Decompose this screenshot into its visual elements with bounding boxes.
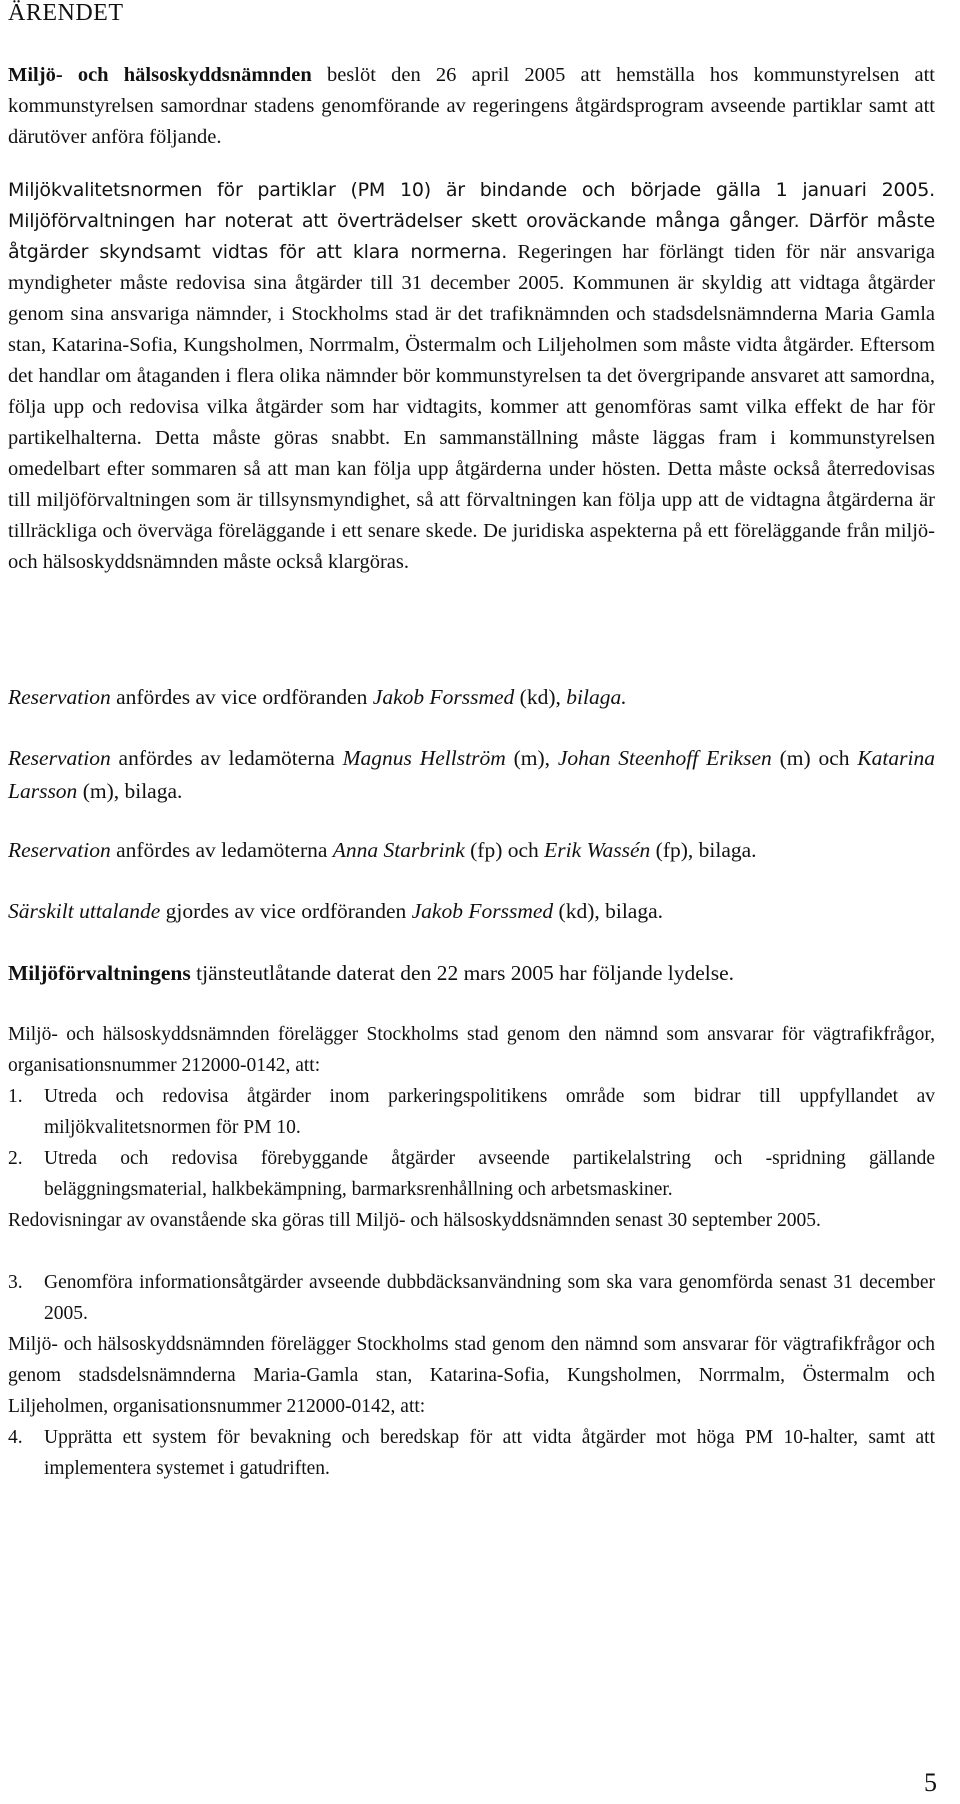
reservation-text: anfördes av ledamöterna [110,746,343,770]
party: (kd), bilaga. [553,899,664,923]
member-name: Jakob Forssmed [411,899,554,923]
member-name: Johan Steenhoff Eriksen [557,746,772,770]
list-text: Utreda och redovisa förebyggande åtgärder avseende partikelalstring och -spridning gällande beläggningsmaterial, halkbekämpning, barmarksrenhållning och arbetsmaskiner. [44,1148,935,1200]
party: (m), bilaga. [77,778,183,803]
reservation-label: Reservation [8,685,111,709]
document-page [8,0,943,1804]
list-number: 2. [8,1148,23,1169]
statement-text: gjordes av vice ordföranden [160,899,412,923]
party: (fp) och [464,838,545,862]
reservation-text: anfördes av vice ordföranden [110,685,373,709]
order-paragraph-2: Miljö- och hälsoskyddsnämnden förelägger Stockholms stad genom den nämnd som ansvarar för vägtrafikfrågor och genom stadsdelsnämnderna Maria-Gamla stan, Katarina-Sofia, Kungsholmen, Norrmalm, Östermalm och Liljeholmen, organisationsnummer 212000-0142, att: [8,1334,935,1417]
member-name: Katarina Larsson [8,746,935,803]
report-deadline: Redovisningar av ovanstående ska göras till Miljö- och hälsoskyddsnämnden senast 30 september 2005. [8,1210,821,1231]
list-number: 1. [8,1086,23,1107]
party: (kd), [514,685,567,709]
office-text: tjänsteutlåtande daterat den 22 mars 2005 har följande lydelse. [190,961,735,985]
decision-text: beslöt den 26 april 2005 att hemställa hos kommunstyrelsen att kommunstyrelsen samordnar stadens genomförande av regeringens åtgärdsprogram avseende partiklar samt att därutöver anföra följande. [8,64,935,148]
decision-paragraph [8,60,935,153]
special-statement [8,895,935,928]
list-text: Genomföra informationsåtgärder avseende dubbdäcksanvändning som ska vara genomförda senast 31 december 2005. [44,1272,935,1324]
attachment-label: bilaga. [566,685,627,709]
order-paragraph-1: Miljö- och hälsoskyddsnämnden förelägger Stockholms stad genom den nämnd som ansvarar för vägtrafikfrågor, organisationsnummer 212000-0142, att: [8,1024,935,1076]
reservation-label: Reservation [8,838,111,862]
member-name: Erik Wassén [544,838,651,862]
office-statement [8,957,935,990]
list-text: Upprätta ett system för bevakning och beredskap för att vidta åtgärder mot höga PM 10-halter, samt att implementera systemet i gatudriften. [44,1427,935,1479]
body-text-sans: Miljökvalitetsnormen för partiklar (PM 10) är bindande och började gälla 1 januari 2005. Miljöförvaltningen har noterat att överträdelser skett oroväckande många gånger. Därför måste åtgärder skyndsamt vidtas för att klara normerna. [8,179,935,263]
party: (m) och [771,746,858,770]
list-number: 4. [8,1427,23,1448]
member-name: Jakob Forssmed [372,685,515,709]
party: (m), [505,746,558,770]
statement-label: Särskilt uttalande [8,899,161,923]
party: (fp), bilaga. [650,838,757,862]
reservation-2 [8,742,935,807]
page-number: 5 [924,1768,937,1797]
body-text: Regeringen har förlängt tiden för när ansvariga myndigheter måste redovisa sina åtgärder till 31 december 2005. Kommunen är skyldig att vidtaga åtgärder genom sina ansvariga nämnder, i Stockholms stad är det trafiknämnden och stadsdelsnämnderna Maria Gamla stan, Katarina-Sofia, Kungsholmen, Norrmalm, Östermalm och Liljeholmen som måste vidta åtgärder. Eftersom det handlar om åtaganden i flera olika nämnder bör kommunstyrelsen ta det övergripande ansvaret att samordna, följa upp och redovisa vilka åtgärder som har vidtagits, kommer att genomföras samt vilka effekt de har för partikelhalterna. Detta måste göras snabbt. En sammanställning måste läggas fram i kommunstyrelsen omedelbart efter sommaren så att man kan följa upp åtgärderna under hösten. Detta måste också återredovisas till miljöförvaltningen som är tillsynsmyndighet, så att förvaltningen kan följa upp att de vidtagna åtgärderna är tillräckliga och överväga föreläggande i ett senare skede. De juridiska aspekterna på ett föreläggande från miljö- och hälsoskyddsnämnden måste också klargöras. [8,241,935,573]
office-name: Miljöförvaltningens [8,961,191,985]
committee-name: Miljö- och hälsoskyddsnämnden [8,64,312,86]
member-name: Anna Starbrink [332,838,465,862]
reservation-3 [8,834,935,867]
list-number: 3. [8,1272,23,1293]
section-heading: ÄRENDET [8,0,124,26]
reservation-1 [8,681,935,714]
reservation-label: Reservation [8,746,111,770]
reservation-text: anfördes av ledamöterna [110,838,333,862]
body-paragraph [8,175,935,578]
list-text: Utreda och redovisa åtgärder inom parkeringspolitikens område som bidrar till uppfyllandet av miljökvalitetsnormen för PM 10. [44,1086,935,1138]
member-name: Magnus Hellström [342,746,506,770]
